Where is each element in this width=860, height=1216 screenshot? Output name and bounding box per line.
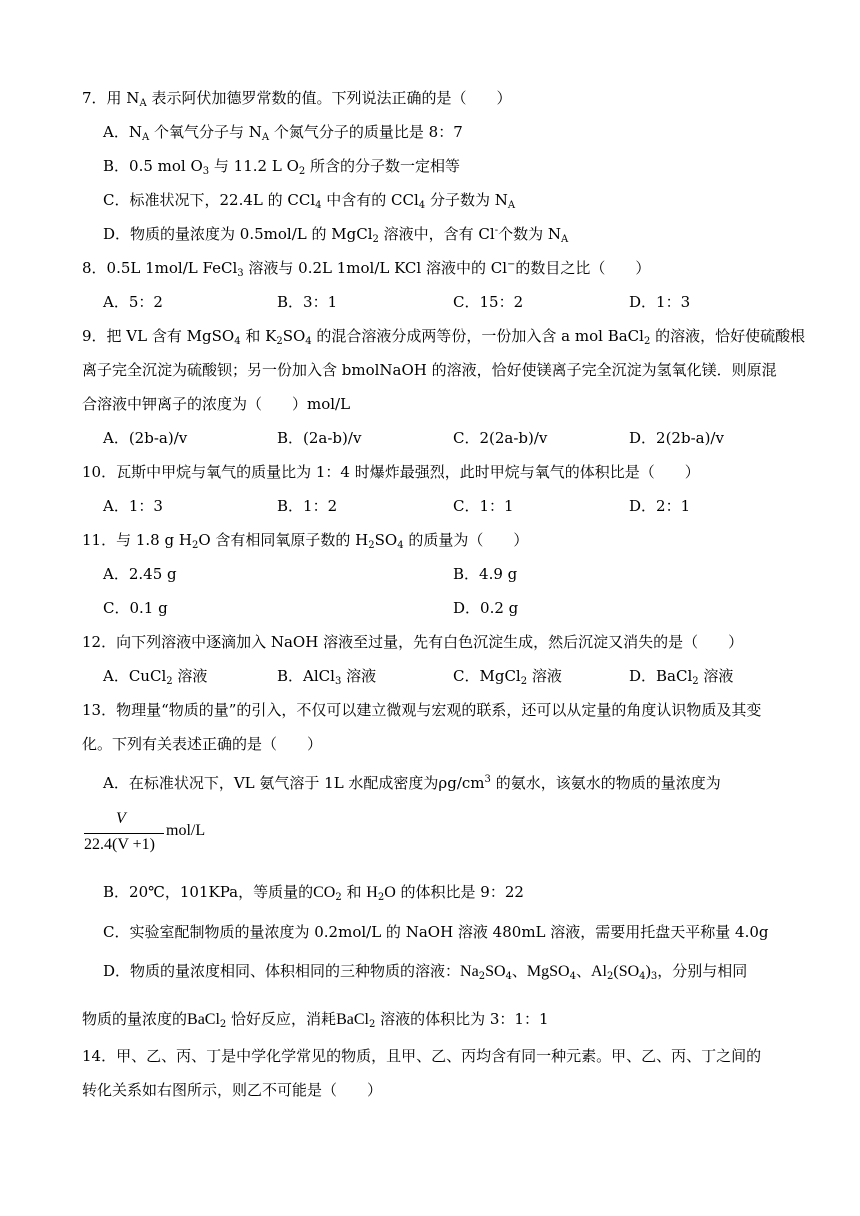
question-8-option-c: C．15：2 [453, 293, 524, 311]
question-10-option-d: D．2：1 [629, 497, 691, 515]
question-7-option-d: D．物质的量浓度为 0.5mol/L 的 MgCl$_2$ 溶液中，含有 Cl-个数为 $N_A$ [103, 225, 569, 245]
fraction-denominator: 22.4(V +1) [84, 836, 155, 853]
fraction-unit: mol/L [166, 822, 206, 839]
question-12-option-c: C．MgCl$_2$ 溶液 [453, 667, 562, 687]
question-10-option-b: B．1：2 [277, 497, 338, 515]
question-11-option-d: D．0.2 g [453, 599, 519, 617]
question-12-option-b: B．AlCl$_3$ 溶液 [277, 667, 377, 687]
question-9-line-3: 合溶液中钾离子的浓度为（ ）mol/L [82, 395, 351, 413]
question-8-option-a: A．5：2 [103, 293, 163, 311]
question-10-option-c: C．1：1 [453, 497, 514, 515]
fraction-bar [84, 833, 164, 834]
question-10-stem: 10．瓦斯中甲烷与氧气的质量比为 1：4 时爆炸最强烈，此时甲烷与氧气的体积比是（ ） [82, 463, 700, 481]
question-8-stem: 8．0.5L 1mol/L FeCl$_3$ 溶液与 0.2L 1mol/L KCl 溶液中的 Cl−的数目之比（ ） [82, 259, 651, 279]
question-13-option-a: A．在标准状况下，VL 氨气溶于 1L 水配成密度为$\rho g/cm^3$ 的氨水，该氨水的物质的量浓度为 [103, 774, 721, 792]
question-11-stem: 11．与 1.8 g $H_2O$ 含有相同氧原子数的 $H_2SO_4$ 的质量为（ ） [82, 531, 529, 551]
question-7-stem: 7．用 $N_A$ 表示阿伏加德罗常数的值。下列说法正确的是（ ） [82, 89, 512, 109]
question-7-option-a: A．$N_A$ 个氧气分子与 $N_A$ 个氮气分子的质量比是 8：7 [103, 123, 463, 143]
question-7-option-c: C．标准状况下，22.4L 的 CCl$_4$ 中含有的 CCl$_4$ 分子数为 $N_A$ [103, 191, 516, 211]
question-13-option-d-line-1: D．物质的量浓度相同、体积相同的三种物质的溶液：$Na_2SO_4$、MgSO$_4$、$Al_2(SO_4)_3$，分别与相同 [103, 962, 748, 982]
question-9-option-c: C．2(2a-b)/v [453, 429, 548, 447]
question-9-option-b: B．(2a-b)/v [277, 429, 362, 447]
question-12-option-a: A．CuCl$_2$ 溶液 [103, 667, 208, 687]
question-7-option-b: B．0.5 mol $O_3$ 与 11.2 L $O_2$ 所含的分子数一定相等 [103, 157, 461, 177]
question-13-option-d-line-2: 物质的量浓度的BaCl$_2$ 恰好反应，消耗BaCl$_2$ 溶液的体积比为 3：1：1 [82, 1010, 549, 1030]
question-12-stem: 12．向下列溶液中逐滴加入 NaOH 溶液至过量，先有白色沉淀生成，然后沉淀又消失的是（ ） [82, 633, 744, 651]
question-9-option-d: D．2(2b-a)/v [629, 429, 724, 447]
question-10-option-a: A．1：3 [103, 497, 163, 515]
question-9-line-1: 9．把 VL 含有 MgSO$_4$ 和 $K_2SO_4$ 的混合溶液分成两等份，一份加入含 a mol BaCl$_2$ 的溶液，恰好使硫酸根 [82, 327, 806, 347]
question-9-line-2: 离子完全沉淀为硫酸钡；另一份加入含 bmolNaOH 的溶液，恰好使镁离子完全沉淀为氢氧化镁．则原混 [82, 361, 777, 379]
question-11-option-b: B．4.9 g [453, 565, 518, 583]
question-13-line-1: 13．物理量“物质的量”的引入，不仅可以建立微观与宏观的联系，还可以从定量的角度认识物质及其变 [82, 701, 762, 719]
question-8-option-b: B．3：1 [277, 293, 338, 311]
question-12-option-d: D．BaCl$_2$ 溶液 [629, 667, 734, 687]
question-11-option-c: C．0.1 g [103, 599, 168, 617]
fraction-numerator: V [116, 810, 126, 827]
question-13-option-c: C．实验室配制物质的量浓度为 0.2mol/L 的 NaOH 溶液 480mL 溶液，需要用托盘天平称量 4.0g [103, 923, 769, 941]
question-8-option-d: D．1：3 [629, 293, 691, 311]
question-14-line-1: 14．甲、乙、丙、丁是中学化学常见的物质，且甲、乙、丙均含有同一种元素。甲、乙、丙、丁之间的 [82, 1047, 762, 1065]
question-9-option-a: A．(2b-a)/v [103, 429, 188, 447]
question-13-option-b: B．20℃，101KPa，等质量的$CO_2$ 和 $H_2O$ 的体积比是 9：22 [103, 883, 524, 903]
question-13-line-2: 化。下列有关表述正确的是（ ） [82, 735, 323, 753]
question-14-line-2: 转化关系如右图所示，则乙不可能是（ ） [82, 1081, 383, 1099]
question-11-option-a: A．2.45 g [103, 565, 177, 583]
